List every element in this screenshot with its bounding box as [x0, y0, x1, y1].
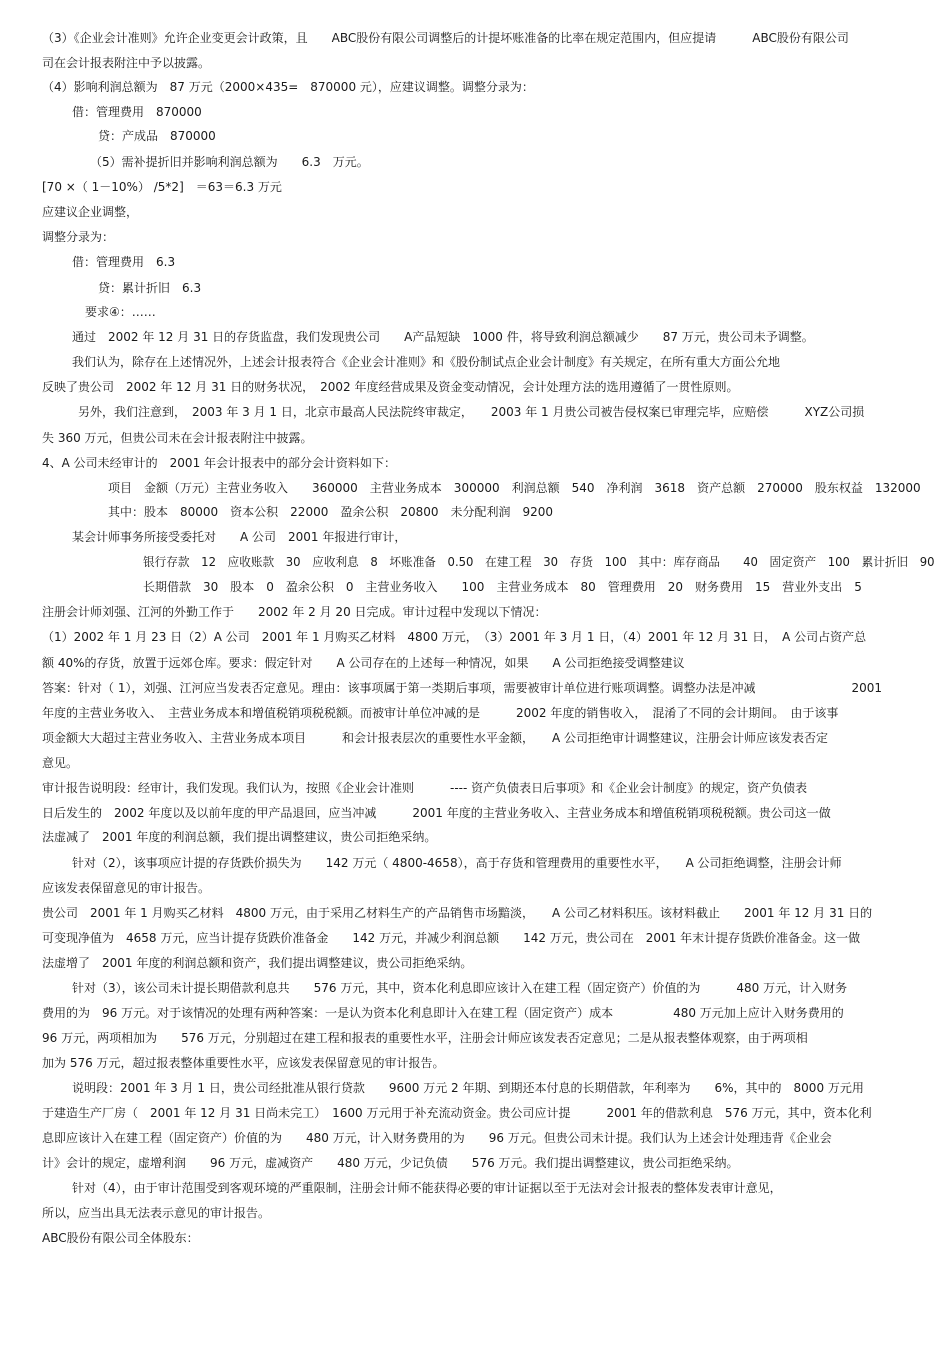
text-line: 针对（4），由于审计范围受到客观环境的严重限制，注册会计师不能获得必要的审计证据以至于无法对会计报表的整体发表审计意见， [72, 1181, 782, 1195]
text-line: 注册会计师刘强、江河的外勤工作于 2002 年 2 月 20 日完成。审计过程中发现以下情况： [42, 605, 547, 619]
text-line: 法虚增了 2001 年度的利润总额和资产，我们提出调整建议，贵公司拒绝采纳。 [42, 956, 473, 970]
text-line: [70 ×（ 1－10%） /5*2] ＝63＝6.3 万元 [42, 180, 282, 194]
text-line: 说明段：2001 年 3 月 1 日，贵公司经批准从银行贷款 9600 万元 2 年期、到期还本付息的长期借款，年利率为 6%，其中的 8000 万元用 [72, 1081, 864, 1095]
text-line: 借：管理费用 870000 [72, 105, 202, 119]
text-line: 可变现净值为 4658 万元，应当计提存货跌价准备金 142 万元，并减少利润总额 142 万元，贵公司在 2001 年末计提存货跌价准备金。这一做 [42, 931, 861, 945]
text-line: 其中：股本 80000 资本公积 22000 盈余公积 20800 未分配利润 9200 [108, 505, 554, 519]
text-line: （1）2002 年 1 月 23 日（2）A 公司 2001 年 1 月购买乙材料 4800 万元， （3）2001 年 3 月 1 日，（4）2001 年 12 月 31 日， A 公司占资产总 [42, 630, 867, 644]
text-line: 另外，我们注意到， 2003 年 3 月 1 日，北京市最高人民法院终审裁定， 2003 年 1 月贵公司被告侵权案已审理完毕，应赔偿 XYZ公司损 [78, 405, 865, 419]
text-line: 4、A 公司未经审计的 2001 年会计报表中的部分会计资料如下： [42, 456, 397, 470]
text-line: 贵公司 2001 年 1 月购买乙材料 4800 万元，由于采用乙材料生产的产品销售市场黯淡， A 公司乙材料积压。该材料截止 2001 年 12 月 31 日的 [42, 906, 873, 920]
text-line: 于建造生产厂房（ 2001 年 12 月 31 日尚未完工） 1600 万元用于补充流动资金。贵公司应计提 2001 年的借款利息 576 万元，其中，资本化利 [42, 1106, 872, 1120]
text-line: （5）需补提折旧并影响利润总额为 6.3 万元。 [90, 155, 369, 169]
text-line: 项目 金额（万元）主营业务收入 360000 主营业务成本 300000 利润总额 540 净利润 3618 资产总额 270000 股东权益 132000 [108, 481, 921, 495]
text-line: 应建议企业调整， [42, 205, 139, 219]
text-line: 银行存款 12 应收账款 30 应收利息 8 坏账准备 0.50 在建工程 30 存货 100 其中：库存商品 40 固定资产 100 累计折旧 90 [143, 555, 935, 569]
text-line: 所以，应当出具无法表示意见的审计报告。 [42, 1206, 271, 1220]
text-line: （4）影响利润总额为 87 万元（2000×435= 870000 元），应建议调整。调整分录为： [42, 80, 534, 94]
text-line: 某会计师事务所接受委托对 A 公司 2001 年报进行审计， [72, 530, 407, 544]
text-line: 失 360 万元，但贵公司未在会计报表附注中披露。 [42, 431, 313, 445]
text-line: 答案：针对（ 1），刘强、江河应当发表否定意见。理由：该事项属于第一类期后事项，需要被审计单位进行账项调整。调整办法是冲减 2001 [42, 681, 882, 695]
text-line: 96 万元，两项相加为 576 万元，分别超过在建工程和报表的重要性水平，注册会计师应该发表否定意见；二是从报表整体观察，由于两项相 [42, 1031, 808, 1045]
text-line: ABC股份有限公司全体股东： [42, 1231, 199, 1245]
text-line: 反映了贵公司 2002 年 12 月 31 日的财务状况， 2002 年度经营成果及资金变动情况，会计处理方法的选用遵循了一贯性原则。 [42, 380, 739, 394]
text-line: 应该发表保留意见的审计报告。 [42, 881, 211, 895]
text-line: 针对（2），该事项应计提的存货跌价损失为 142 万元（ 4800-4658），高于存货和管理费用的重要性水平， A 公司拒绝调整，注册会计师 [72, 856, 842, 870]
text-line: 费用的为 96 万元。对于该情况的处理有两种答案：一是认为资本化利息即计入在建工程（固定资产）成本 480 万元加上应计入财务费用的 [42, 1006, 844, 1020]
text-line: 借：管理费用 6.3 [72, 255, 176, 269]
text-line: 计》会计的规定，虚增利润 96 万元，虚减资产 480 万元，少记负债 576 万元。我们提出调整建议，贵公司拒绝采纳。 [42, 1156, 739, 1170]
text-line: 贷：累计折旧 6.3 [98, 281, 202, 295]
text-line: 调整分录为： [42, 230, 115, 244]
text-line: 项金额大大超过主营业务收入、主营业务成本项目 和会计报表层次的重要性水平金额， A 公司拒绝审计调整建议，注册会计师应该发表否定 [42, 731, 829, 745]
text-line: 通过 2002 年 12 月 31 日的存货监盘，我们发现贵公司 A产品短缺 1000 件，将导致利润总额减少 87 万元，贵公司未予调整。 [72, 330, 814, 344]
text-line: 我们认为，除存在上述情况外，上述会计报表符合《企业会计准则》和《股份制试点企业会计制度》有关规定，在所有重大方面公允地 [72, 355, 781, 369]
text-line: 针对（3），该公司未计提长期借款利息共 576 万元，其中，资本化利息即应该计入在建工程（固定资产）价值的为 480 万元，计入财务 [72, 981, 848, 995]
text-line: 司在会计报表附注中予以披露。 [42, 56, 211, 70]
text-line: 息即应该计入在建工程（固定资产）价值的为 480 万元，计入财务费用的为 96 万元。但贵公司未计提。我们认为上述会计处理违背《企业会 [42, 1131, 832, 1145]
text-line: （3）《企业会计准则》允许企业变更会计政策，且 ABC股份有限公司调整后的计提坏账准备的比率在规定范围内，但应提请 ABC股份有限公司 [42, 31, 849, 45]
text-line: 法虚减了 2001 年度的利润总额，我们提出调整建议，贵公司拒绝采纳。 [42, 830, 437, 844]
text-line: 要求④：…… [85, 305, 156, 319]
text-line: 年度的主营业务收入、 主营业务成本和增值税销项税税额。而被审计单位冲减的是 2002 年度的销售收入， 混淆了不同的会计期间。 由于该事 [42, 706, 839, 720]
text-line: 日后发生的 2002 年度以及以前年度的甲产品退回，应当冲减 2001 年度的主营业务收入、主营业务成本和增值税销项税税额。贵公司这一做 [42, 806, 831, 820]
text-line: 贷：产成品 870000 [98, 129, 216, 143]
text-line: 长期借款 30 股本 0 盈余公积 0 主营业务收入 100 主营业务成本 80 管理费用 20 财务费用 15 营业外支出 5 [143, 580, 862, 594]
text-line: 审计报告说明段：经审计，我们发现。我们认为，按照《企业会计准则 ---- 资产负债表日后事项》和《企业会计制度》的规定，资产负债表 [42, 781, 808, 795]
text-line: 额 40%的存货，放置于远郊仓库。要求：假定针对 A 公司存在的上述每一种情况，如果 A 公司拒绝接受调整建议 [42, 656, 685, 670]
text-line: 意见。 [42, 756, 79, 770]
text-line: 加为 576 万元，超过报表整体重要性水平，应该发表保留意见的审计报告。 [42, 1056, 445, 1070]
